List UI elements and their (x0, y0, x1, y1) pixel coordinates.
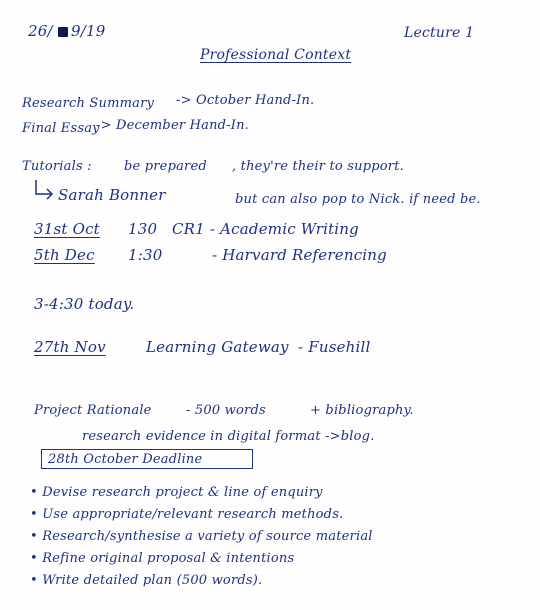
session1-room: CR1 - Academic Writing (172, 220, 359, 238)
tutorials-label: Tutorials : (22, 159, 92, 174)
lecture-label: Lecture 1 (404, 25, 475, 41)
redacted-mark (58, 27, 68, 37)
session2-topic: - Harvard Referencing (212, 246, 387, 264)
page-title: Professional Context (200, 47, 352, 63)
rationale-words: - 500 words (186, 403, 266, 418)
rationale-bibliography: + bibliography. (310, 403, 414, 418)
alternative-tutor: but can also pop to Nick. if need be. (235, 192, 481, 207)
list-item: • Write detailed plan (500 words). (30, 573, 263, 588)
gateway-text: Learning Gateway (146, 338, 289, 356)
rationale-deadline: 28th October Deadline (48, 452, 203, 467)
be-prepared: be prepared (124, 159, 207, 174)
gateway-date: 27th Nov (34, 338, 106, 356)
support-note: , they're their to support. (232, 159, 404, 174)
list-item: • Devise research project & line of enquiry (30, 485, 323, 500)
list-item: • Refine original proposal & intentions (30, 551, 295, 566)
session2-time: 1:30 (128, 246, 163, 264)
rationale-line2: research evidence in digital format ->blog. (82, 429, 375, 444)
session1-time: 130 (128, 220, 158, 238)
session2-date: 5th Dec (34, 246, 95, 264)
research-summary-label: Research Summary (22, 96, 155, 111)
indent-arrow-icon (34, 180, 54, 200)
session1-date: 31st Oct (34, 220, 100, 238)
rationale-title: Project Rationale (34, 403, 152, 418)
final-essay-label: Final Essay (22, 121, 100, 136)
list-item: • Research/synthesise a variety of source material (30, 529, 373, 544)
today-time: 3-4:30 today. (34, 295, 135, 313)
research-summary-due: -> October Hand-In. (176, 93, 315, 108)
date-right: 9/19 (71, 22, 106, 40)
list-item: • Use appropriate/relevant research methods. (30, 507, 344, 522)
date-left: 26/ (28, 22, 53, 40)
tutor-name: Sarah Bonner (58, 186, 166, 204)
final-essay-due: -> December Hand-In. (96, 118, 250, 133)
gateway-place: - Fusehill (298, 338, 371, 356)
